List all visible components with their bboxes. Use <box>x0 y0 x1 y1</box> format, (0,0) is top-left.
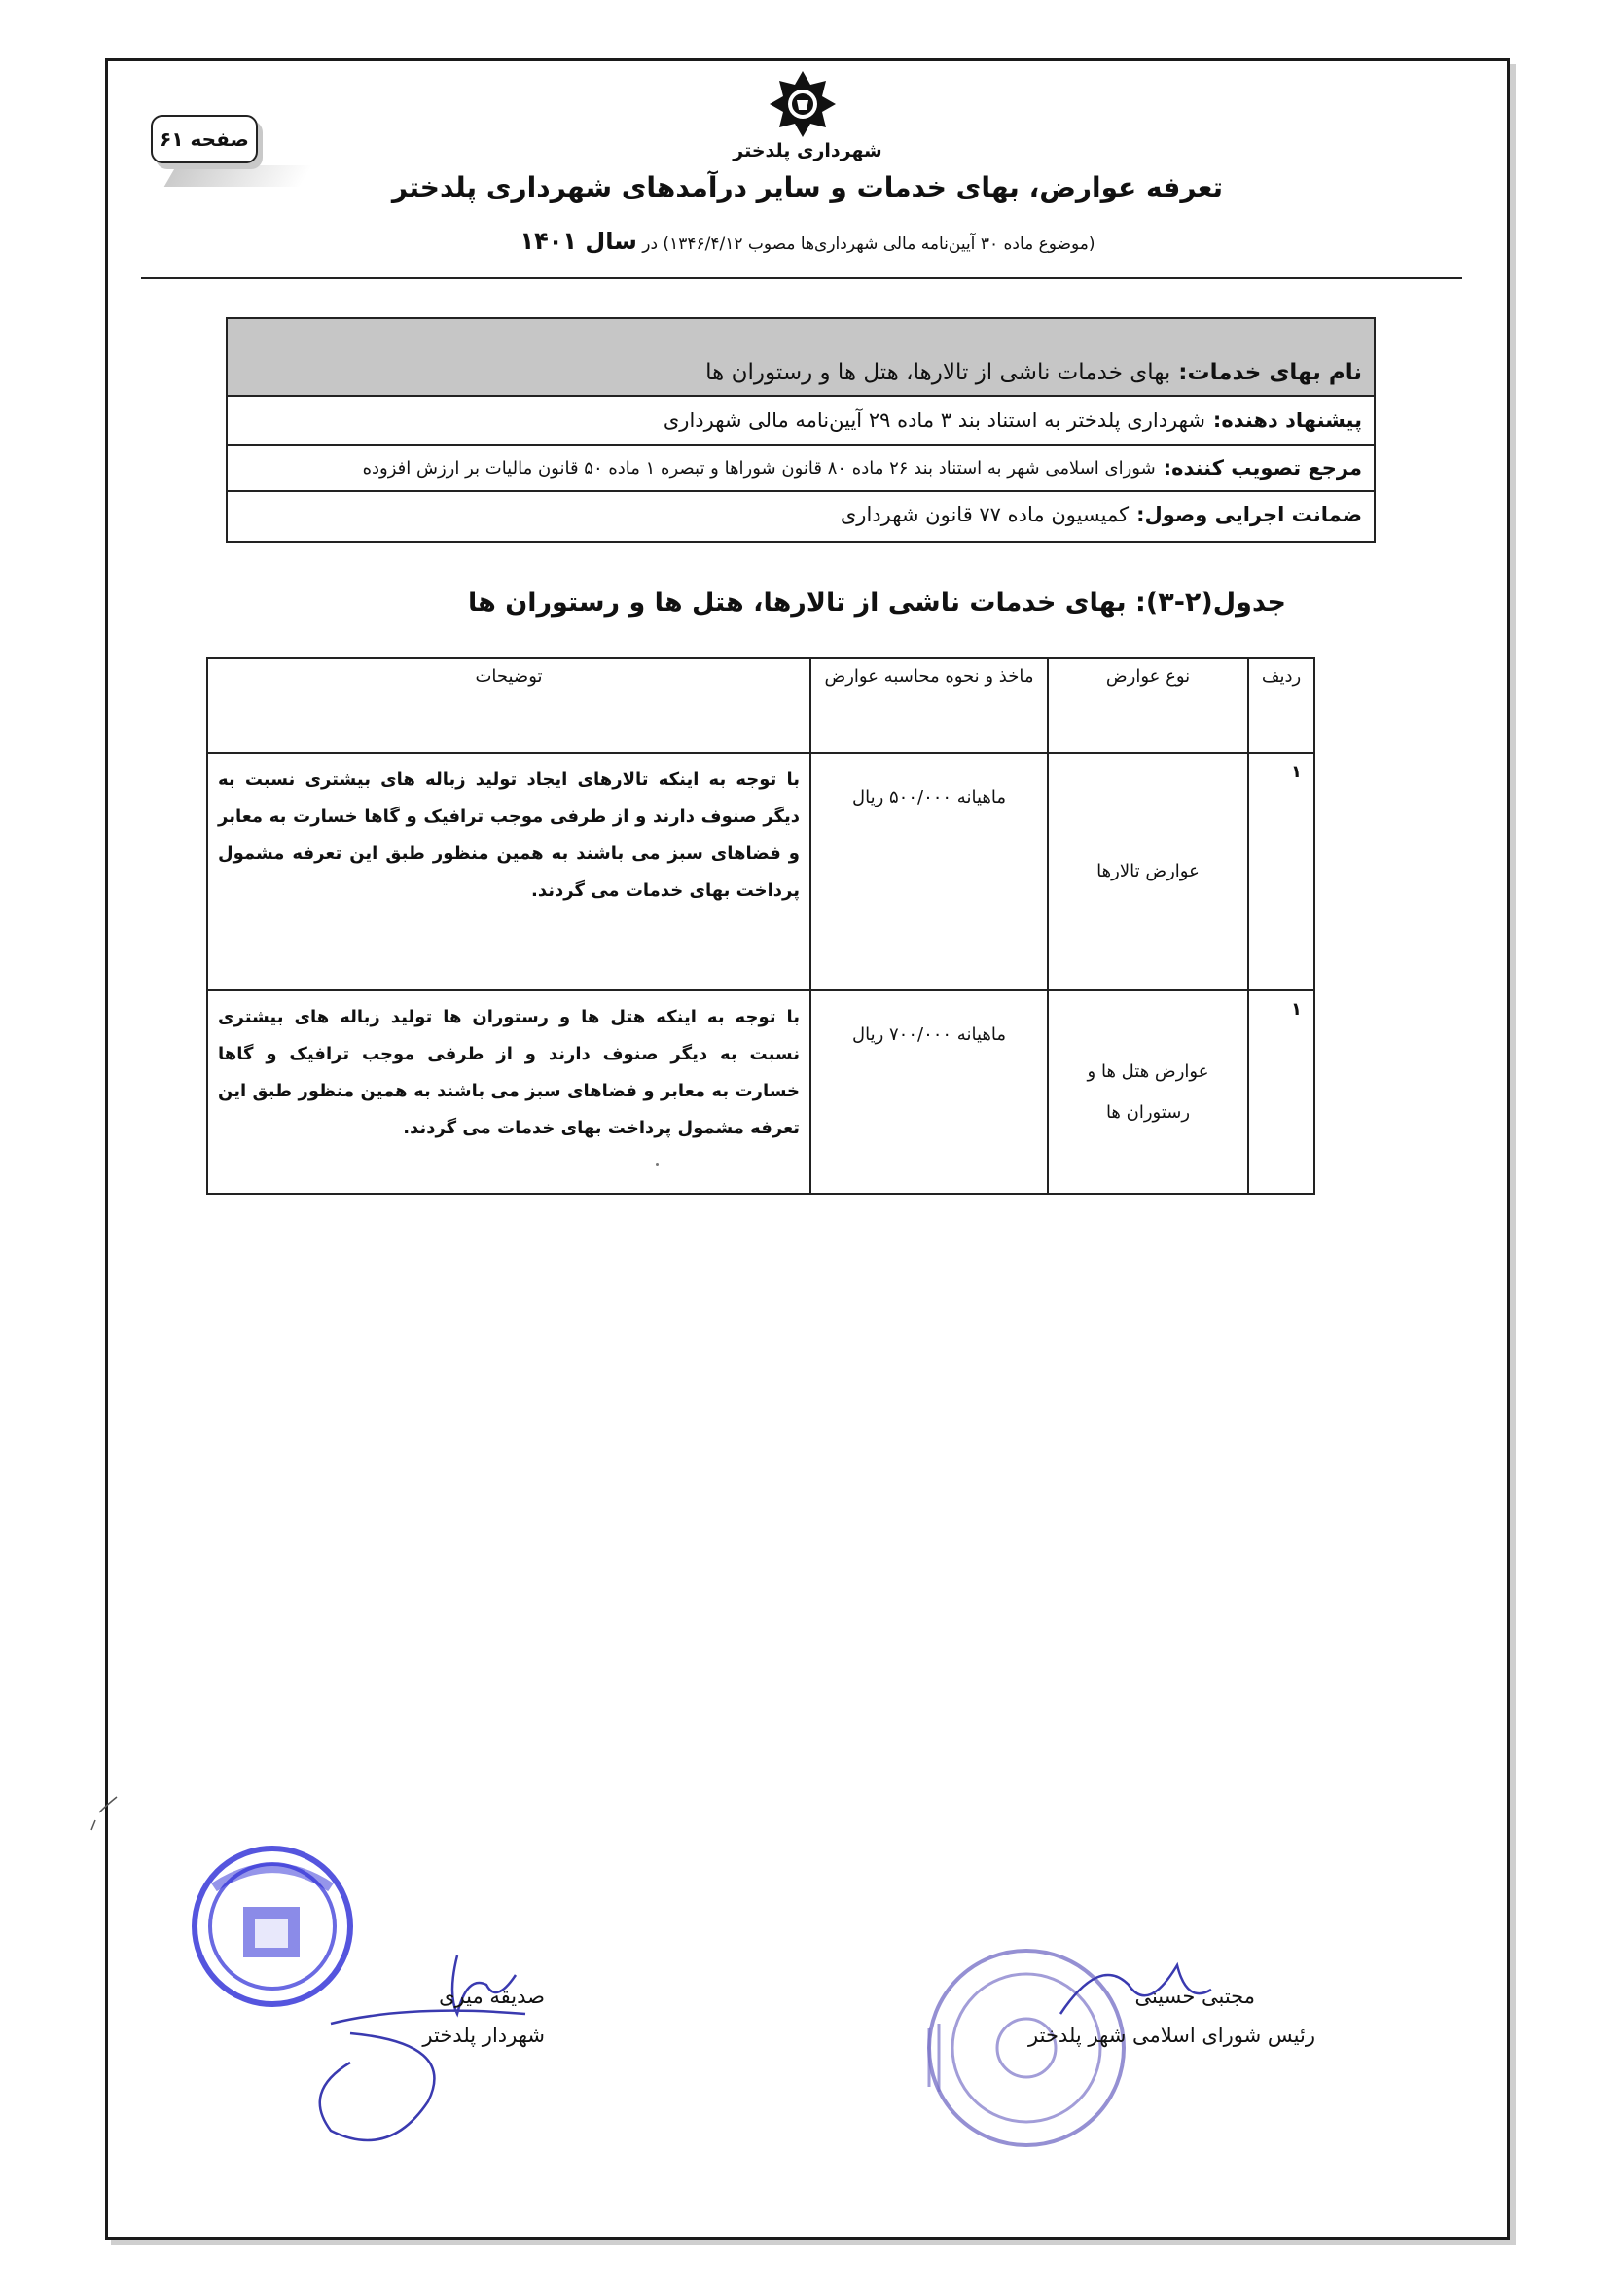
mayor-title: شهردار پلدختر <box>422 2024 545 2047</box>
mayor-name: صدیقه میری <box>439 1985 545 2008</box>
approver-row <box>228 446 1374 492</box>
municipality-emblem-icon <box>767 68 839 140</box>
approver-label: مرجع تصویب کننده: <box>1163 456 1362 480</box>
guarantee-label: ضمانت اجرایی وصول: <box>1136 503 1362 526</box>
council-chair-title: رئیس شورای اسلامی شهر پلدختر <box>1028 2024 1315 2047</box>
tariff-table <box>206 657 1315 1195</box>
row-number: ۱ <box>1248 753 1314 990</box>
subtitle-text: (موضوع ماده ۳۰ آیین‌نامه مالی شهرداری‌ها مصوب ۱۳۴۶/۴/۱۲) در <box>642 234 1095 254</box>
council-chair-name: مجتبی حسینی <box>1134 1985 1255 2008</box>
approver-value: شورای اسلامی شهر به استناد بند ۲۶ ماده ۸۰ قانون شوراها و تبصره ۱ ماده ۵۰ قانون مالیات بر ارزش افزوده <box>362 457 1156 479</box>
table-row <box>207 990 1314 1194</box>
fee-type: عوارض هتل ها و رستوران ها <box>1048 990 1248 1194</box>
table-header-row <box>207 658 1314 753</box>
scan-mark <box>90 1795 119 1834</box>
row-number: ۱ <box>1248 990 1314 1194</box>
fee-notes: با توجه به اینکه هتل ها و رستوران ها تولید زباله های بیشتری نسبت به دیگر صنوف دارند و از طرفی موجب ترافیک و گاها خسارت به معابر و فضاهای سبز می باشند به همین منظور طبق این تعرفه مشمول پرداخت بهای خدمات می گردند. <box>207 990 810 1194</box>
calculation-basis: ماهیانه ۵۰۰/۰۰۰ ریال <box>810 753 1048 990</box>
table-title: جدول(۲-۳): بهای خدمات ناشی از تالارها، هتل ها و رستوران ها <box>467 588 1286 618</box>
guarantee-value: کمیسیون ماده ۷۷ قانون شهرداری <box>840 503 1130 526</box>
proposer-label: پیشنهاد دهنده: <box>1212 409 1362 432</box>
service-name-value: بهای خدمات ناشی از تالارها، هتل ها و رستوران ها <box>705 360 1171 385</box>
fee-notes: با توجه به اینکه تالارهای ایجاد تولید زباله های بیشتری نسبت به دیگر صنوف دارند و از طرفی موجب ترافیک و گاها خسارت به معابر و فضاهای سبز می باشند به همین منظور طبق این تعرفه مشمول پرداخت بهای خدمات می گردند. <box>207 753 810 990</box>
service-name-label: نام بهای خدمات: <box>1178 360 1362 385</box>
page-number-label: صفحه ۶۱ <box>151 115 258 163</box>
document-subtitle <box>0 228 1615 255</box>
header-row-number: ردیف <box>1248 658 1314 753</box>
calculation-basis: ماهیانه ۷۰۰/۰۰۰ ریال <box>810 990 1048 1194</box>
header-fee-type: نوع عوارض <box>1048 658 1248 753</box>
header-divider <box>141 277 1462 279</box>
table-row <box>207 753 1314 990</box>
header-notes: توضیحات <box>207 658 810 753</box>
scan-speck <box>656 1163 659 1166</box>
organization-name: شهرداری پلدختر <box>733 140 882 161</box>
document-title: تعرفه عوارض، بهای خدمات و سایر درآمدهای شهرداری پلدختر <box>391 171 1224 203</box>
guarantee-row <box>228 492 1374 537</box>
tariff-year: سال ۱۴۰۱ <box>520 228 637 255</box>
service-name-row <box>228 319 1374 397</box>
proposer-row <box>228 397 1374 446</box>
proposer-value: شهرداری پلدختر به استناد بند ۳ ماده ۲۹ آیین‌نامه مالی شهرداری <box>663 409 1205 432</box>
service-info-box <box>226 317 1376 543</box>
fee-type: عوارض تالارها <box>1048 753 1248 990</box>
mayor-signature <box>292 1936 545 2160</box>
header-calculation-basis: ماخذ و نحوه محاسبه عوارض <box>810 658 1048 753</box>
